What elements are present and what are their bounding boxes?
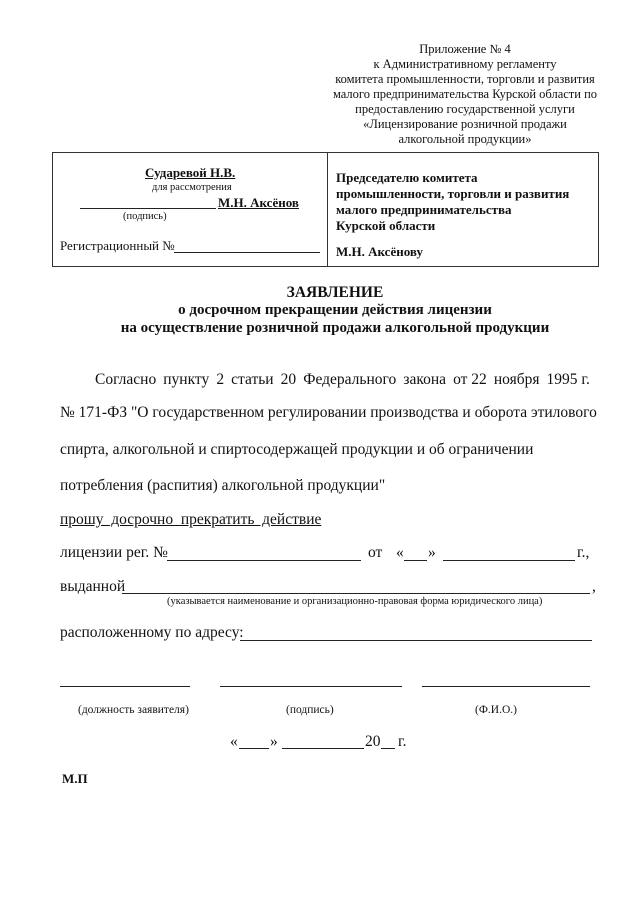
appendix-line: предоставлению государственной услуги [355, 102, 575, 116]
address-field[interactable] [240, 640, 592, 641]
date-close-quote: » [428, 544, 436, 561]
appendix-line: малого предпринимательства Курской области по [332, 87, 598, 101]
addressee-block [336, 170, 569, 234]
license-label: лицензии рег. № [60, 544, 168, 561]
position-field[interactable] [60, 686, 190, 687]
appendix-line: «Лицензирование розничной продажи [363, 117, 567, 131]
appendix-line: к Административному регламенту [373, 57, 557, 71]
appendix-line: комитета промышленности, торговли и развития [335, 72, 595, 86]
year-suffix: г., [577, 544, 590, 561]
registration-number-field[interactable] [174, 252, 320, 253]
paragraph-word: ноября [493, 371, 540, 388]
license-day-field[interactable] [404, 560, 427, 561]
appendix-line: алкогольной продукции» [398, 132, 532, 146]
addressee-line: Председателю комитета [336, 170, 478, 185]
stamp-place: М.П [62, 771, 88, 786]
paragraph-word: Согласно [95, 371, 157, 388]
appendix-note [300, 42, 630, 147]
signature-caption-bottom: (подпись) [286, 704, 334, 716]
paragraph-word: статьи [231, 371, 274, 388]
sign-year-suffix: г. [398, 733, 407, 750]
paragraph-word: закона [403, 371, 446, 388]
sign-date-close-quote: » [270, 733, 278, 750]
signature-field[interactable] [220, 686, 402, 687]
paragraph-word: Федерального [303, 371, 397, 388]
date-open-quote: « [396, 544, 404, 561]
registration-box-divider [327, 152, 328, 267]
full-name-field[interactable] [422, 686, 590, 687]
addressee-line: малого предпринимательства [336, 202, 512, 217]
license-month-year-field[interactable] [443, 560, 575, 561]
reviewer-caption: для рассмотрения [152, 182, 232, 193]
addressee-name: М.Н. Аксёнову [336, 244, 423, 259]
sign-year-prefix: 20 [365, 733, 381, 750]
addressee-line: Курской области [336, 218, 436, 233]
title-line-1: о досрочном прекращении действия лицензии [178, 302, 492, 318]
paragraph-line-4: потребления (распития) алкогольной продукции" [60, 477, 386, 494]
paragraph-word: 1995 г. [546, 371, 590, 388]
sign-year-field[interactable] [381, 748, 395, 749]
paragraph-word: от 22 [453, 371, 487, 388]
license-number-field[interactable] [167, 560, 361, 561]
address-label: расположенному по адресу: [60, 624, 244, 641]
sign-day-field[interactable] [239, 748, 269, 749]
issued-comma: , [592, 578, 596, 595]
paragraph-line-1 [95, 371, 590, 389]
signature-line [80, 208, 216, 209]
paragraph-word: 20 [280, 371, 297, 388]
paragraph-line-2: № 171-ФЗ "О государственном регулировании производства и оборота этилового [60, 404, 597, 421]
issued-by-field[interactable] [122, 593, 590, 594]
document-title: ЗАЯВЛЕНИЕ [286, 284, 384, 301]
title-line-2: на осуществление розничной продажи алкогольной продукции [120, 320, 550, 336]
issued-label: выданной [60, 578, 126, 595]
paragraph-line-3: спирта, алкогольной и спиртосодержащей продукции и об ограничении [60, 441, 534, 458]
position-caption: (должность заявителя) [78, 704, 189, 716]
addressee-line: промышленности, торговли и развития [336, 186, 570, 201]
sign-date-open-quote: « [230, 733, 238, 750]
registration-number-label: Регистрационный № [60, 238, 175, 253]
from-label: от [368, 544, 383, 561]
sign-month-field[interactable] [282, 748, 364, 749]
appendix-line: Приложение № 4 [419, 42, 511, 56]
name-caption: (Ф.И.О.) [475, 704, 517, 716]
paragraph-word: 2 [216, 371, 225, 388]
reviewer-name: Сударевой Н.В. [145, 165, 236, 180]
signature-caption: (подпись) [123, 211, 167, 222]
paragraph-word: пункту [163, 371, 210, 388]
issued-caption: (указывается наименование и организационно-правовая форма юридического лица) [167, 596, 543, 607]
signer-name: М.Н. Аксёнов [218, 195, 299, 210]
request-text: прошу досрочно прекратить действие [60, 511, 322, 528]
